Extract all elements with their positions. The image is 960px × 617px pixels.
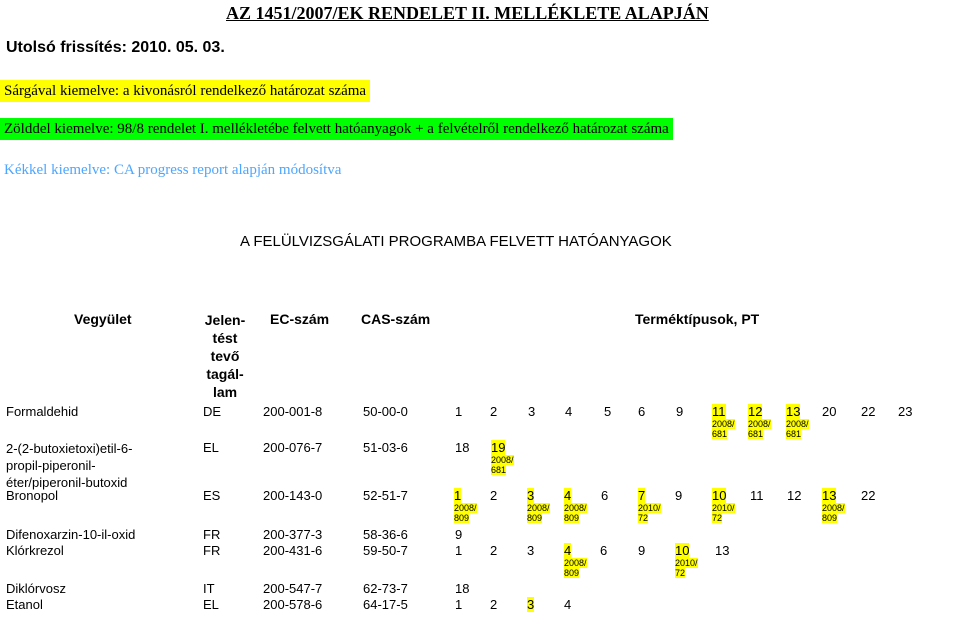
pt-cell bbox=[822, 488, 845, 523]
pt-value: 12 bbox=[748, 404, 763, 419]
row-cas: 50-00-0 bbox=[363, 404, 408, 419]
pt-decision-year: 2008/ bbox=[786, 419, 809, 429]
pt-value: 13 bbox=[822, 488, 837, 503]
row-compound-line: propil-piperonil- bbox=[6, 458, 96, 473]
pt-decision-ref bbox=[748, 419, 771, 439]
col-header-pt: Terméktípusok, PT bbox=[635, 311, 760, 327]
row-ec: 200-377-3 bbox=[263, 527, 323, 542]
row-compound: Klórkrezol bbox=[6, 543, 64, 558]
row-reporter: DE bbox=[203, 404, 222, 419]
pt-cell bbox=[675, 543, 698, 578]
row-reporter: EL bbox=[203, 597, 219, 612]
pt-cell bbox=[527, 543, 534, 558]
legend-yellow: Sárgával kiemelve: a kivonásról rendelkező határozat száma bbox=[0, 80, 370, 102]
pt-value: 2 bbox=[490, 543, 498, 558]
pt-decision-number: 809 bbox=[564, 513, 580, 523]
pt-value: 4 bbox=[564, 597, 572, 612]
pt-value: 4 bbox=[564, 543, 572, 558]
pt-decision-number: 809 bbox=[527, 513, 543, 523]
pt-decision-number: 681 bbox=[786, 429, 802, 439]
pt-value: 18 bbox=[455, 440, 470, 455]
pt-cell bbox=[455, 404, 462, 419]
pt-decision-year: 2010/ bbox=[675, 558, 698, 568]
pt-decision-number: 809 bbox=[822, 513, 838, 523]
pt-cell bbox=[898, 404, 912, 419]
col-header-compound: Vegyület bbox=[74, 311, 132, 327]
pt-cell bbox=[527, 488, 550, 523]
pt-value: 2 bbox=[490, 597, 498, 612]
pt-value: 12 bbox=[787, 488, 802, 503]
pt-cell bbox=[786, 404, 809, 439]
row-compound: Diklórvosz bbox=[6, 581, 66, 596]
row-reporter: ES bbox=[203, 488, 221, 503]
pt-decision-year: 2010/ bbox=[638, 503, 661, 513]
pt-cell bbox=[528, 404, 535, 419]
pt-cell bbox=[490, 488, 497, 503]
row-compound bbox=[6, 440, 132, 491]
pt-value: 2 bbox=[490, 404, 498, 419]
pt-value: 7 bbox=[638, 488, 646, 503]
row-reporter: IT bbox=[203, 581, 215, 596]
row-reporter: FR bbox=[203, 543, 221, 558]
pt-value: 18 bbox=[455, 581, 470, 596]
pt-value: 22 bbox=[861, 404, 876, 419]
section-heading: A FELÜLVIZSGÁLATI PROGRAMBA FELVETT HATÓANYAGOK bbox=[240, 233, 672, 250]
pt-decision-year: 2008/ bbox=[491, 455, 514, 465]
row-reporter: FR bbox=[203, 527, 221, 542]
row-compound-line: 2-(2-butoxietoxi)etil-6- bbox=[6, 441, 133, 456]
pt-cell bbox=[564, 597, 571, 612]
pt-decision-year: 2010/ bbox=[712, 503, 735, 513]
pt-value: 11 bbox=[750, 488, 764, 503]
row-ec: 200-578-6 bbox=[263, 597, 323, 612]
pt-value: 20 bbox=[822, 404, 837, 419]
pt-cell bbox=[490, 543, 497, 558]
pt-decision-year: 2008/ bbox=[748, 419, 771, 429]
pt-cell bbox=[748, 404, 771, 439]
pt-cell bbox=[564, 543, 587, 578]
row-ec: 200-076-7 bbox=[263, 440, 323, 455]
pt-value: 1 bbox=[455, 597, 463, 612]
pt-cell bbox=[750, 488, 764, 503]
pt-cell bbox=[638, 488, 661, 523]
pt-cell bbox=[638, 404, 645, 419]
col-header-reporter-line: tevő bbox=[210, 348, 240, 364]
col-header-cas: CAS-szám bbox=[361, 311, 431, 327]
pt-decision-number: 72 bbox=[712, 513, 723, 523]
col-header-ec: EC-szám bbox=[270, 311, 330, 327]
pt-value: 9 bbox=[676, 404, 684, 419]
row-ec: 200-547-7 bbox=[263, 581, 323, 596]
pt-cell bbox=[675, 488, 682, 503]
row-compound: Formaldehid bbox=[6, 404, 79, 419]
pt-value: 4 bbox=[565, 404, 573, 419]
col-header-reporter bbox=[202, 311, 248, 401]
pt-decision-ref bbox=[822, 503, 845, 523]
pt-decision-ref bbox=[712, 503, 735, 523]
pt-decision-year: 2008/ bbox=[527, 503, 550, 513]
pt-decision-year: 2008/ bbox=[822, 503, 845, 513]
pt-decision-ref bbox=[564, 558, 587, 578]
pt-value: 3 bbox=[527, 543, 535, 558]
pt-value: 19 bbox=[491, 440, 506, 455]
pt-value: 10 bbox=[675, 543, 690, 558]
pt-decision-number: 681 bbox=[748, 429, 764, 439]
row-ec: 200-431-6 bbox=[263, 543, 323, 558]
pt-value: 3 bbox=[528, 404, 536, 419]
col-header-reporter-line: lam bbox=[212, 384, 238, 400]
pt-cell bbox=[527, 597, 534, 612]
pt-cell bbox=[565, 404, 572, 419]
pt-cell bbox=[715, 543, 729, 558]
pt-cell bbox=[638, 543, 645, 558]
pt-cell bbox=[600, 543, 607, 558]
pt-decision-number: 681 bbox=[491, 465, 507, 475]
pt-value: 5 bbox=[604, 404, 612, 419]
pt-cell bbox=[491, 440, 514, 475]
pt-decision-number: 681 bbox=[712, 429, 728, 439]
pt-cell bbox=[861, 404, 875, 419]
pt-cell bbox=[490, 597, 497, 612]
pt-decision-ref bbox=[638, 503, 661, 523]
row-compound-line: éter/piperonil-butoxid bbox=[6, 475, 128, 490]
row-cas: 52-51-7 bbox=[363, 488, 408, 503]
pt-cell bbox=[455, 527, 462, 542]
row-cas: 64-17-5 bbox=[363, 597, 408, 612]
row-compound: Difenoxarzin-10-il-oxid bbox=[6, 527, 136, 542]
pt-decision-year: 2008/ bbox=[454, 503, 477, 513]
row-cas: 59-50-7 bbox=[363, 543, 408, 558]
row-cas: 62-73-7 bbox=[363, 581, 408, 596]
row-compound: Bronopol bbox=[6, 488, 59, 503]
pt-decision-year: 2008/ bbox=[712, 419, 735, 429]
pt-cell bbox=[822, 404, 836, 419]
pt-decision-ref bbox=[712, 419, 735, 439]
col-header-reporter-line: tagál- bbox=[206, 366, 244, 382]
pt-value: 10 bbox=[712, 488, 727, 503]
pt-decision-number: 72 bbox=[675, 568, 686, 578]
last-updated: Utolsó frissítés: 2010. 05. 03. bbox=[6, 39, 225, 56]
row-reporter: EL bbox=[203, 440, 219, 455]
pt-decision-number: 809 bbox=[454, 513, 470, 523]
pt-cell bbox=[787, 488, 801, 503]
pt-cell bbox=[861, 488, 875, 503]
pt-value: 1 bbox=[455, 543, 463, 558]
pt-cell bbox=[490, 404, 497, 419]
pt-decision-ref bbox=[786, 419, 809, 439]
pt-decision-ref bbox=[527, 503, 550, 523]
row-ec: 200-143-0 bbox=[263, 488, 323, 503]
row-cas: 51-03-6 bbox=[363, 440, 408, 455]
pt-decision-ref bbox=[491, 455, 514, 475]
col-header-reporter-line: tést bbox=[212, 330, 238, 346]
pt-value: 9 bbox=[638, 543, 646, 558]
row-cas: 58-36-6 bbox=[363, 527, 408, 542]
pt-cell bbox=[455, 581, 469, 596]
pt-decision-year: 2008/ bbox=[564, 558, 587, 568]
legend-green: Zölddel kiemelve: 98/8 rendelet I. mellékletébe felvett hatóanyagok + a felvételről rendelkező határozat száma bbox=[0, 118, 673, 140]
pt-value: 1 bbox=[455, 404, 463, 419]
pt-decision-ref bbox=[675, 558, 698, 578]
legend-blue: Kékkel kiemelve: CA progress report alapján módosítva bbox=[4, 162, 342, 178]
pt-value: 13 bbox=[786, 404, 801, 419]
pt-value: 1 bbox=[454, 488, 462, 503]
pt-value: 4 bbox=[564, 488, 572, 503]
document-title: AZ 1451/2007/EK RENDELET II. MELLÉKLETE ALAPJÁN bbox=[226, 3, 709, 23]
pt-decision-ref bbox=[564, 503, 587, 523]
pt-value: 3 bbox=[527, 488, 535, 503]
pt-cell bbox=[455, 440, 469, 455]
pt-value: 6 bbox=[638, 404, 646, 419]
pt-value: 22 bbox=[861, 488, 876, 503]
pt-decision-number: 72 bbox=[638, 513, 649, 523]
pt-cell bbox=[455, 597, 462, 612]
pt-value: 6 bbox=[600, 543, 608, 558]
pt-value: 9 bbox=[455, 527, 463, 542]
pt-value: 9 bbox=[675, 488, 683, 503]
pt-decision-year: 2008/ bbox=[564, 503, 587, 513]
pt-value: 13 bbox=[715, 543, 730, 558]
row-ec: 200-001-8 bbox=[263, 404, 323, 419]
pt-cell bbox=[455, 543, 462, 558]
row-compound: Etanol bbox=[6, 597, 43, 612]
pt-decision-number: 809 bbox=[564, 568, 580, 578]
pt-cell bbox=[601, 488, 608, 503]
pt-value: 3 bbox=[527, 597, 535, 612]
pt-value: 6 bbox=[601, 488, 609, 503]
pt-decision-ref bbox=[454, 503, 477, 523]
pt-cell bbox=[712, 488, 735, 523]
pt-value: 2 bbox=[490, 488, 498, 503]
pt-value: 23 bbox=[898, 404, 913, 419]
col-header-reporter-line: Jelen- bbox=[204, 312, 246, 328]
pt-cell bbox=[454, 488, 477, 523]
pt-cell bbox=[604, 404, 611, 419]
pt-value: 11 bbox=[712, 404, 726, 419]
pt-cell bbox=[712, 404, 735, 439]
pt-cell bbox=[564, 488, 587, 523]
pt-cell bbox=[676, 404, 683, 419]
